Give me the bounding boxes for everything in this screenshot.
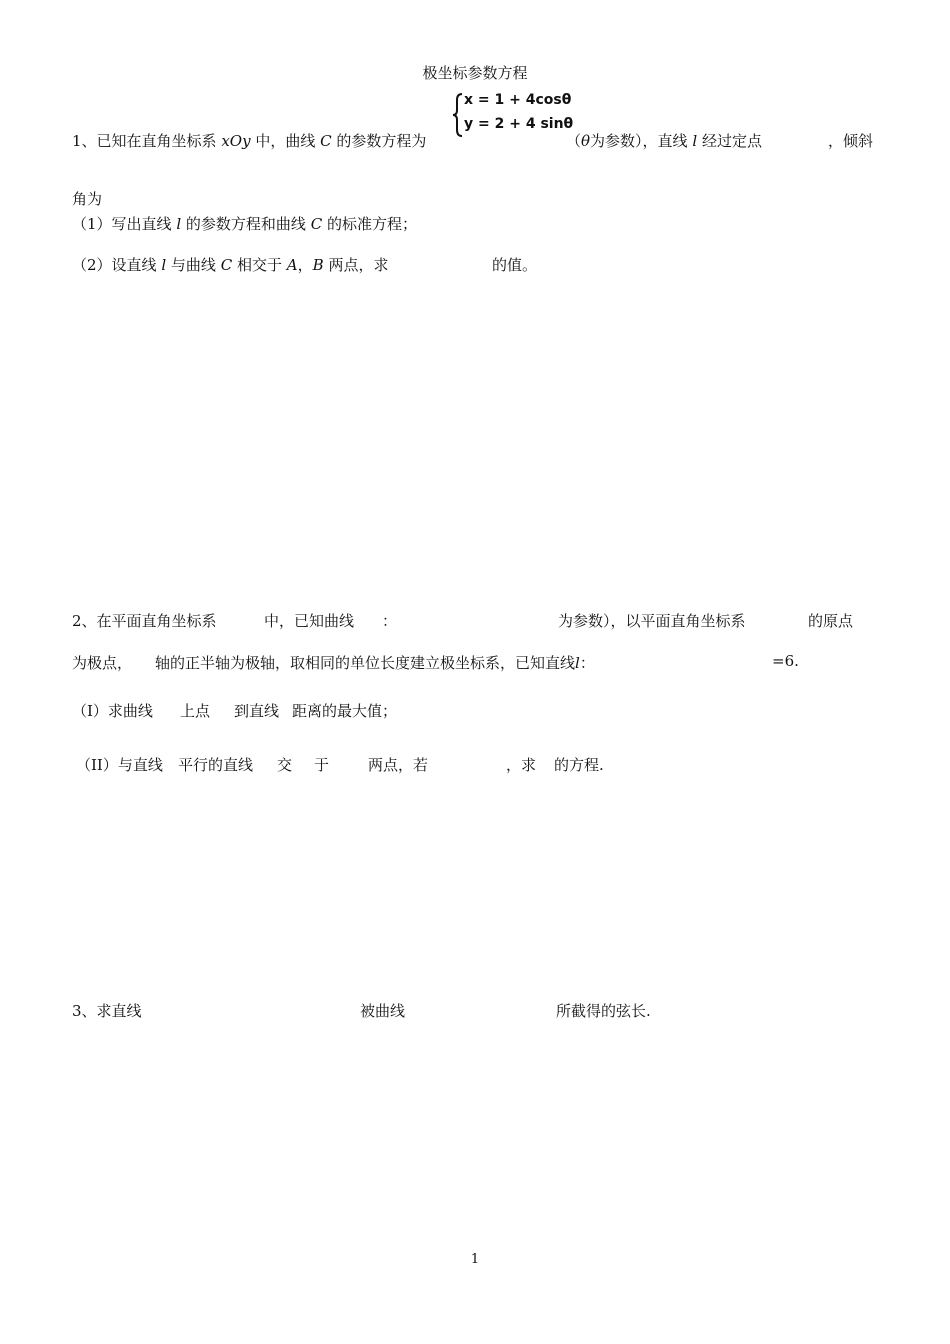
q2-line1-colon: ：	[382, 612, 398, 630]
q1-angle: 角为	[72, 190, 103, 208]
page-title: 极坐标参数方程	[422, 64, 528, 82]
q2-part-2: （II）与直线	[76, 756, 163, 774]
q2-part-2-intersect: 交	[277, 756, 293, 774]
q1-part-2-end: 的值。	[492, 256, 538, 274]
q3-number: 3、	[72, 1002, 97, 1020]
q2-part-2-parallel: 平行的直线	[178, 756, 254, 774]
q2-line1-curve: 中，已知曲线	[264, 612, 355, 630]
q1-parametric-system	[452, 92, 574, 138]
q1-eq-y: y = 2 + 4 sinθ	[464, 116, 574, 132]
q2-part-1-line: 到直线	[234, 702, 280, 720]
left-brace-icon	[452, 92, 464, 138]
q1-incline: ，倾斜	[828, 132, 874, 150]
q2-line1-origin: 的原点	[808, 612, 854, 630]
q3-curve: 被曲线	[360, 1002, 406, 1020]
page-number: 1	[470, 1252, 480, 1267]
q2-part-2-ask: ，求	[506, 756, 537, 774]
q1-line1: 1、已知在直角坐标系 xOy 中，曲线 C 的参数方程为	[72, 132, 427, 150]
q2-part-1: （I）求曲线	[72, 702, 153, 720]
q2-part-1-end: 距离的最大值；	[292, 702, 398, 720]
q2-part-2-at: 于	[314, 756, 330, 774]
q1-line1-cont: （θ为参数），直线 l 经过定点	[566, 132, 762, 150]
q2-number: 2、	[72, 612, 97, 630]
q2-line2-eq: =6.	[772, 652, 799, 670]
q3-end: 所截得的弦长.	[556, 1002, 651, 1020]
q2-part-2-end: 的方程.	[554, 756, 604, 774]
q1-part-2: （2）设直线 l 与曲线 C 相交于 A，B 两点，求	[72, 256, 389, 274]
q2-line1-param: 为参数），以平面直角坐标系	[558, 612, 746, 630]
q2-part-2-points: 两点，若	[368, 756, 429, 774]
q2-line2-pole: 为极点，	[72, 654, 133, 672]
q1-eq-x: x = 1 + 4cosθ	[464, 92, 572, 108]
q2-part-1-point: 上点	[180, 702, 211, 720]
q2-line1-start: 2、在平面直角坐标系	[72, 612, 217, 630]
q1-part-1: （1）写出直线 l 的参数方程和曲线 C 的标准方程；	[72, 215, 417, 233]
q2-line2-axis: 轴的正半轴为极轴，取相同的单位长度建立极坐标系，已知直线l：	[155, 654, 595, 672]
q1-number: 1、	[72, 132, 97, 150]
q3-start: 3、求直线	[72, 1002, 142, 1020]
